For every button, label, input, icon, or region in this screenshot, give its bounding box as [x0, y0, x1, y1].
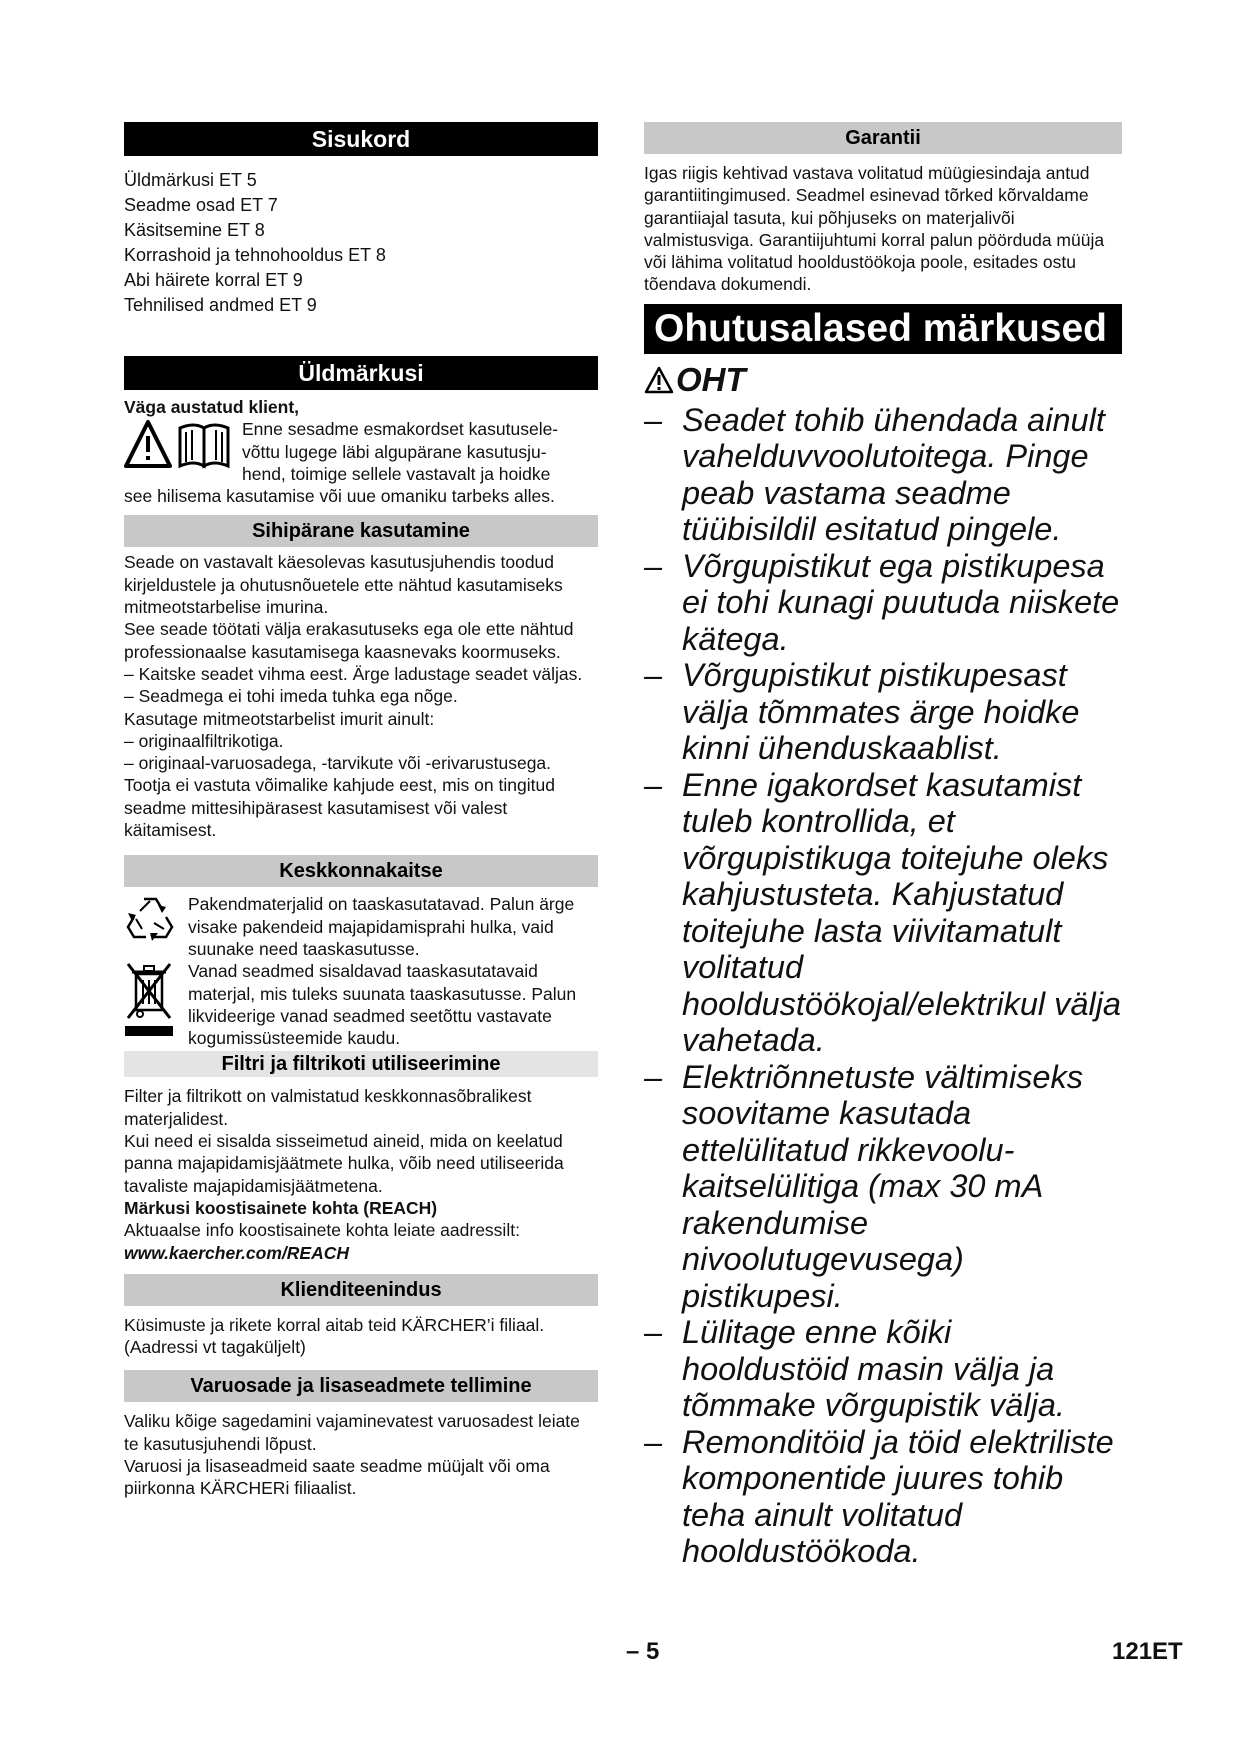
intro-line: hend, toimige sellele vastavalt ja hoidke [242, 463, 551, 484]
parts-title: Varuosade ja lisaseadmete tellimine [124, 1370, 598, 1402]
environment-weee-block [124, 960, 598, 1049]
intro-line: võttu lugege läbi algupärane kasutusju- [242, 441, 547, 462]
safety-item: – Remonditöid ja töid elektriliste komponentide juures tohib teha ainult volitatud hooldustöökoda. [644, 1423, 1114, 1570]
left-column [124, 122, 598, 1500]
filter-p1: Filter ja filtrikott on valmistatud keskkonnasõbralikest materjalidest. [124, 1086, 532, 1129]
filter-p2: Kui need ei sisalda sisseimetud aineid, mida on keelatud panna majapidamisjäätmete hulka, võib need utiliseerida tavaliste majapidamisjäätmetena. [124, 1131, 564, 1196]
page-code: 121ET [1112, 1638, 1183, 1665]
warranty-p1: Igas riigis kehtivad vastava volitatud müügiesindaja antud garantiitingimused. Seadmel esinevad tõrked kõrvaldame garantiiajal tasuta, kui põhjuseks on materjalivõi valmistusviga. Garantiijuhtumi korral palun pöörduda müüja või lähima volitatud hooldustöökoja poole, esitades ostu tõendava dokumendi. [644, 163, 1105, 295]
intended-use-p1: Seade on vastavalt käesolevas kasutusjuhendis toodud kirjeldustele ja ohutusnõuetele ette nähtud kasutamiseks mitmeotstarbelise imurina. [124, 552, 563, 618]
warranty-title: Garantii [644, 122, 1122, 154]
reach-title: Märkusi koostisainete kohta (REACH) [124, 1197, 438, 1218]
warning-triangle-icon [644, 366, 674, 394]
reach-text: Aktuaalse info koostisainete kohta leiate aadressilt: [124, 1220, 520, 1241]
toc-item: Käsitsemine ET 8 [124, 220, 265, 240]
general-title: Üldmärkusi [124, 356, 598, 390]
warning-book-icon [124, 418, 236, 470]
safety-item: – Lülitage enne kõiki hooldustöid masin välja ja tõmmake võrgupistik välja. [644, 1314, 1065, 1424]
table-of-contents [124, 168, 598, 318]
safety-item: – Seadet tohib ühendada ainult vahelduvvoolutoitega. Pinge peab vastama seadme tüübisildil esitatud pingele. [644, 401, 1105, 548]
danger-label: OHT [676, 360, 746, 398]
warning-manual-icons [124, 418, 242, 484]
environment-recycle-block [124, 893, 598, 960]
safety-item: – Võrgupistikut pistikupesast välja tõmmates ärge hoidke kinni ühenduskaablist. [644, 657, 1080, 767]
recycle-icon [124, 893, 176, 945]
filter-body [124, 1085, 598, 1263]
service-title: Klienditeenindus [124, 1274, 598, 1306]
intended-use-bullet: – Kaitske seadet vihma eest. Ärge ladustage seadet väljas. [124, 663, 583, 684]
reach-url: www.kaercher.com/REACH [124, 1242, 349, 1263]
safety-list [644, 402, 1122, 1570]
intro-line: Enne sesadme esmakordset kasutusele- [242, 419, 559, 440]
page-number: – 5 [626, 1638, 660, 1665]
intro-last-line: see hilisema kasutamise või uue omaniku tarbeks alles. [124, 486, 555, 507]
intended-use-body [124, 551, 598, 841]
toc-item: Seadme osad ET 7 [124, 195, 278, 215]
safety-item: – Enne igakordset kasutamist tuleb kontrollida, et võrgupistikuga toitejuhe oleks kahjustusteta. Kahjustatud toitejuhe lasta viivitamatult volitatud hooldustöökojal/elektrikul välja vahetada. [644, 766, 1122, 1059]
toc-item: Üldmärkusi ET 5 [124, 170, 257, 190]
intended-use-bullet: – originaalfiltrikotiga. [124, 730, 284, 751]
safety-item: – Elektriõnnetuste vältimiseks soovitame kasutada ettelülitatud rikkevoolu-kaitselülitiga (max 30 mA rakendumise nivoolutugevusega) pistikupesi. [644, 1058, 1083, 1314]
intended-use-p4: Tootja ei vastuta võimalike kahjude eest, mis on tingitud seadme mittesihipärasest kasutamisest või valest käitamisest. [124, 775, 555, 841]
intended-use-p3: Kasutage mitmeotstarbelist imurit ainult: [124, 708, 435, 729]
toc-item: Korrashoid ja tehnohooldus ET 8 [124, 245, 386, 265]
environment-p2: Vanad seadmed sisaldavad taaskasutatavaid materjal, mis tuleks suunata taaskasutusse. Palun likvideerige vanad seadmed seetõttu vastavate kogumissüsteemide kaudu. [188, 961, 577, 1049]
crossed-bin-icon [124, 960, 176, 1040]
intended-use-bullet: – Seadmega ei tohi imeda tuhka ega nõge. [124, 686, 458, 707]
toc-item: Abi häirete korral ET 9 [124, 270, 303, 290]
environment-p1: Pakendmaterjalid on taaskasutatavad. Palun ärge visake pakendeid majapidamisprahi hulka, vaid suunake need taaskasutusse. [188, 894, 575, 959]
parts-p2: Varuosi ja lisaseadmeid saate seadme müüjalt või oma piirkonna KÄRCHERi filiaalist. [124, 1455, 550, 1499]
intro-block [124, 418, 598, 485]
safety-title: Ohutusalased märkused [644, 304, 1122, 354]
environment-title: Keskkonnakaitse [124, 855, 598, 887]
danger-heading [644, 358, 1122, 402]
intended-use-bullet: – originaal-varuosadega, -tarvikute või -erivarustusega. [124, 753, 552, 774]
intended-use-p2: See seade töötati välja erakasutuseks ega ole ette nähtud professionaalse kasutamisega kaasnevaks koormuseks. [124, 619, 574, 662]
parts-body [124, 1410, 598, 1499]
toc-item: Tehnilised andmed ET 9 [124, 295, 317, 315]
parts-p1: Valiku kõige sagedamini vajaminevatest varuosadest leiate te kasutusjuhendi lõpust. [124, 1411, 580, 1454]
intended-use-title: Sihipärane kasutamine [124, 515, 598, 547]
greeting: Väga austatud klient, [124, 397, 300, 417]
safety-item: – Võrgupistikut ega pistikupesa ei tohi kunagi puutuda niiskete kätega. [644, 547, 1120, 657]
right-column [644, 122, 1122, 1570]
toc-title: Sisukord [124, 122, 598, 156]
service-p1: Küsimuste ja rikete korral aitab teid KÄRCHER’i filiaal. (Aadressi vt tagaküljelt) [124, 1314, 545, 1358]
filter-title: Filtri ja filtrikoti utiliseerimine [124, 1051, 598, 1077]
